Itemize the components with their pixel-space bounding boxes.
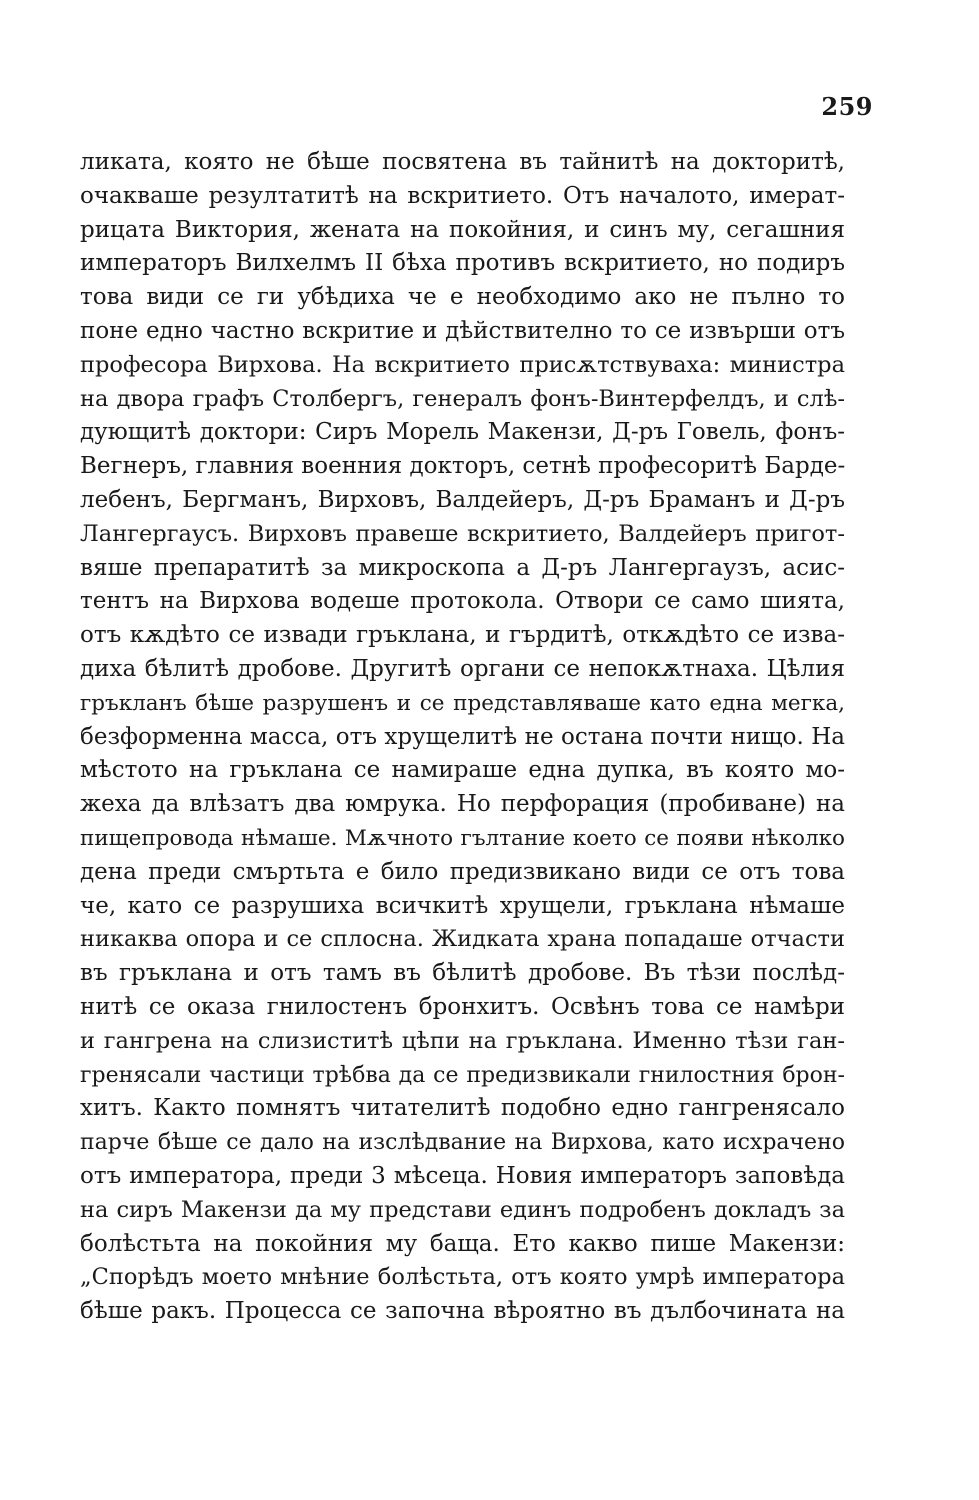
text-line: парче бѣше се дало на изслѣдвание на Вирхова, като исхрачено: [80, 1130, 845, 1156]
text-line: отъ императора, преди 3 мѣсеца. Новия императоръ заповѣда: [80, 1162, 845, 1189]
text-line: пищепровода нѣмаше. Мѫчното гълтание което се появи нѣколко: [80, 825, 845, 851]
text-line: императоръ Вилхелмъ II бѣха противъ вскритието, но подиръ: [80, 250, 845, 277]
text-line: болѣстьта на покойния му баща. Ето какво пише Макензи:: [80, 1230, 845, 1257]
text-line: на сиръ Макензи да му представи единъ подробенъ докладъ за: [80, 1196, 845, 1223]
text-line: жеха да влѣзатъ два юмрука. Но перфорация (пробиване) на: [80, 791, 845, 818]
text-line: тентъ на Вирхова водеше протокола. Отвори се само шията,: [80, 588, 845, 615]
text-line: нитѣ се оказа гнилостенъ бронхитъ. Освѣнъ това се намѣри: [80, 993, 845, 1020]
text-line: диха бѣлитѣ дробове. Другитѣ органи се непокѫтнаха. Цѣлия: [80, 655, 845, 682]
text-line: това види се ги убѣдиха че е необходимо ако не пълно то: [80, 284, 845, 311]
text-line: „Спорѣдъ моето мнѣние болѣстьта, отъ която умрѣ императора: [80, 1264, 845, 1291]
text-line: мѣстото на гръклана се намираше една дупка, въ която мо-: [80, 757, 845, 784]
text-line: че, като се разрушиха всичкитѣ хрущели, гръклана нѣмаше: [80, 892, 845, 919]
page-number: 259: [821, 92, 873, 121]
text-line: лебенъ, Бергманъ, Вирховъ, Валдейеръ, Д-ръ Браманъ и Д-ръ: [80, 486, 845, 513]
text-line: ликата, която не бѣше посвятена въ тайнитѣ на докторитѣ,: [80, 149, 845, 175]
text-line: гръкланъ бѣше разрушенъ и се представляваше като една мегка,: [80, 690, 845, 716]
text-line: дена преди смъртьта е било предизвикано види се отъ това: [80, 858, 845, 885]
text-line: никаква опора и се сплосна. Жидката храна попадаше отчасти: [80, 926, 845, 953]
body-text: [80, 146, 845, 1329]
text-line: професора Вирхова. На вскритието присѫтствуваха: министра: [80, 351, 845, 378]
text-line: поне едно частно вскритие и дѣйствително то се извърши отъ: [80, 317, 845, 344]
text-line: очакваше резултатитѣ на вскритието. Отъ началото, имерат-: [80, 182, 845, 209]
text-line: вяше препаратитѣ за микроскопа а Д-ръ Лангергаузъ, асис-: [80, 554, 845, 581]
text-line: въ гръклана и отъ тамъ въ бѣлитѣ дробове. Въ тѣзи послѣд-: [80, 960, 845, 987]
text-line: рицата Виктория, жената на покойния, и синъ му, сегашния: [80, 216, 845, 243]
text-line: отъ кѫдѣто се извади гръклана, и гърдитѣ, откѫдѣто се изва-: [80, 622, 845, 649]
text-line: Вегнеръ, главния военния докторъ, сетнѣ професоритѣ Барде-: [80, 453, 845, 480]
text-line: хитъ. Както помнятъ читателитѣ подобно едно гангренясало: [80, 1095, 845, 1122]
text-line: бѣше ракъ. Процесса се започна вѣроятно въ дълбочината на: [80, 1298, 845, 1325]
text-line: Лангергаусъ. Вирховъ правеше вскритието, Валдейеръ пригот-: [80, 520, 845, 547]
text-line: безформенна масса, отъ хрущелитѣ не остана почти нищо. На: [80, 723, 845, 750]
text-line: и гангрена на слизиститѣ цѣпи на гръклана. Именно тѣзи ган-: [80, 1027, 845, 1054]
text-line: на двора графъ Столбергъ, генералъ фонъ-Винтерфелдъ, и слѣ-: [80, 385, 845, 412]
text-line: дующитѣ доктори: Сиръ Морель Макензи, Д-ръ Говель, фонъ-: [80, 419, 845, 446]
text-line: гренясали частици трѣбва да се предизвикали гнилостния брон-: [80, 1062, 845, 1088]
